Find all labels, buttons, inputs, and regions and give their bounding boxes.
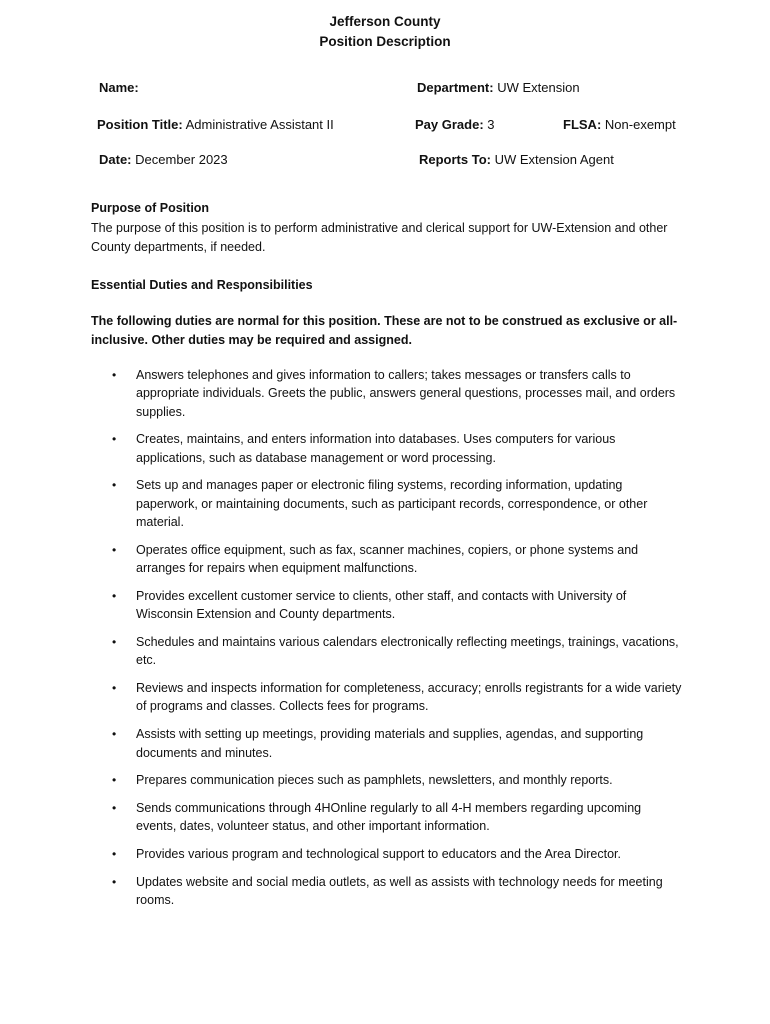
duty-item <box>112 541 682 578</box>
department-field <box>417 80 580 95</box>
reports-to-label: Reports To: <box>419 152 491 167</box>
duty-item <box>112 845 682 863</box>
bullet-icon: • <box>112 773 117 788</box>
bullet-icon: • <box>112 635 117 650</box>
purpose-text: The purpose of this position is to perform administrative and clerical support for UW-Extension and other County departments, if needed. <box>91 221 668 254</box>
date-label: Date: <box>99 152 132 167</box>
reports-to-field <box>419 152 614 167</box>
duty-item <box>112 366 682 421</box>
pay-grade-label: Pay Grade: <box>415 117 484 132</box>
duties-heading: Essential Duties and Responsibilities <box>91 278 313 292</box>
duty-item <box>112 587 682 624</box>
duty-item <box>112 771 682 789</box>
name-field <box>99 80 139 95</box>
bullet-icon: • <box>112 801 117 816</box>
position-title-label: Position Title: <box>97 117 183 132</box>
duty-item <box>112 633 682 670</box>
bullet-icon: • <box>112 368 117 382</box>
purpose-heading: Purpose of Position <box>91 201 210 215</box>
duty-item <box>112 725 682 762</box>
bullet-icon: • <box>112 875 117 890</box>
date-field <box>99 152 228 167</box>
flsa-value: Non-exempt <box>604 117 676 132</box>
duties-list <box>112 366 682 919</box>
date-value: December 2023 <box>135 152 228 167</box>
flsa-field <box>563 117 676 132</box>
department-label: Department: <box>417 80 494 95</box>
position-title-value: Administrative Assistant II <box>185 117 334 132</box>
duty-item <box>112 799 682 836</box>
pay-grade-value: 3 <box>487 117 495 132</box>
county-title: Jefferson County <box>329 14 441 29</box>
duty-item <box>112 430 682 467</box>
duty-text: Reviews and inspects information for completeness, accuracy; enrolls registrants for a wide variety of programs and classes. Collects fees for programs. <box>136 681 682 714</box>
duty-text: Prepares communication pieces such as pamphlets, newsletters, and monthly reports. <box>136 773 613 788</box>
duty-text: Sets up and manages paper or electronic filing systems, recording information, updating paperwork, or maintaining documents, such as participant records, correspondence, or other material. <box>136 478 648 530</box>
pay-grade-field <box>415 117 495 132</box>
duty-text: Creates, maintains, and enters information into databases. Uses computers for various applications, such as database management or word processing. <box>136 432 616 465</box>
duty-text: Provides various program and technological support to educators and the Area Director. <box>136 847 621 862</box>
duty-text: Schedules and maintains various calendars electronically reflecting meetings, trainings, vacations, etc. <box>136 635 679 668</box>
bullet-icon: • <box>112 681 117 696</box>
duty-text: Answers telephones and gives information to callers; takes messages or transfers calls to appropriate individuals. Greets the public, answers general questions, processes mail, and orders supplies. <box>136 368 676 419</box>
bullet-icon: • <box>112 847 117 862</box>
position-title-field <box>97 117 334 132</box>
duty-text: Assists with setting up meetings, providing materials and supplies, agendas, and supporting documents and minutes. <box>136 727 644 760</box>
flsa-label: FLSA: <box>563 117 602 132</box>
bullet-icon: • <box>112 432 117 447</box>
document-title: Position Description <box>319 34 451 49</box>
bullet-icon: • <box>112 478 117 493</box>
duty-text: Operates office equipment, such as fax, scanner machines, copiers, or phone systems and arranges for repairs when equipment malfunctions. <box>136 542 639 576</box>
duty-item <box>112 476 682 531</box>
duties-intro: The following duties are normal for this position. These are not to be construed as exclusive or all-inclusive. Other duties may be required and assigned. <box>91 314 678 347</box>
duty-text: Provides excellent customer service to clients, other staff, and contacts with University of Wisconsin Extension and County departments. <box>136 588 627 622</box>
duty-text: Updates website and social media outlets, as well as assists with technology needs for meeting rooms. <box>136 875 663 908</box>
bullet-icon: • <box>112 542 117 557</box>
duty-item <box>112 873 682 910</box>
reports-to-value: UW Extension Agent <box>494 152 614 167</box>
duty-item <box>112 679 682 716</box>
bullet-icon: • <box>112 727 117 742</box>
name-label: Name: <box>99 80 139 95</box>
duty-text: Sends communications through 4HOnline regularly to all 4-H members regarding upcoming events, dates, volunteer status, and other important information. <box>136 801 642 834</box>
bullet-icon: • <box>112 588 117 603</box>
department-value: UW Extension <box>497 80 580 95</box>
